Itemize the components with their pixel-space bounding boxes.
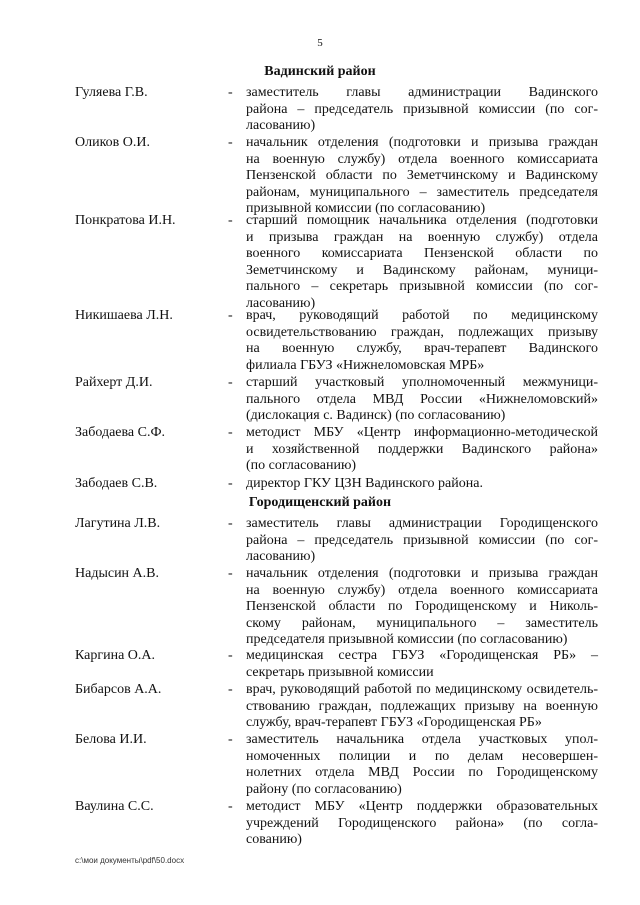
dash-separator: - <box>228 566 233 581</box>
dash-separator: - <box>228 476 233 491</box>
member-role <box>246 799 598 849</box>
role-line: методист МБУ «Центр информационно-методической <box>246 425 598 440</box>
role-line: службу, врач-терапевт ГБУЗ «Городищенская РБ» <box>246 715 542 730</box>
member-role <box>246 648 598 681</box>
member-role <box>246 425 598 475</box>
dash-separator: - <box>228 85 233 100</box>
role-line: методист МБУ «Центр поддержки образовательных <box>246 799 598 814</box>
member-name: Гуляева Г.В. <box>75 85 148 100</box>
role-line: филиала ГБУЗ «Нижнеломовская МРБ» <box>246 357 485 373</box>
member-name: Забодаев С.В. <box>75 476 158 491</box>
role-line: освидетельствованию граждан, подлежащих призыву <box>246 324 598 340</box>
role-line: на военную службу) отдела военного комиссариата <box>246 582 598 598</box>
role-line: заместитель главы администрации Вадинского <box>246 85 598 100</box>
role-line: медицинская сестра ГБУЗ «Городищенская РБ» – <box>246 648 598 663</box>
section-title: Городищенский район <box>248 495 392 510</box>
role-line: номоченных полиции и по делам несовершен- <box>246 748 598 764</box>
role-line: Пензенской области по Земетчинскому и Вадинскому <box>246 168 598 183</box>
member-name: Ваулина С.С. <box>75 799 154 814</box>
dash-separator: - <box>228 213 233 228</box>
member-role <box>246 375 598 425</box>
dash-separator: - <box>228 308 233 323</box>
member-role <box>246 85 598 135</box>
role-line: району (по согласованию) <box>246 781 402 797</box>
member-name: Надысин А.В. <box>75 566 159 581</box>
role-line: директор ГКУ ЦЗН Вадинского района. <box>246 476 483 491</box>
dash-separator: - <box>228 425 233 440</box>
role-line: на военную службу, врач-терапевт Вадинского <box>246 341 598 356</box>
role-line: секретарь призывной комиссии <box>246 664 434 680</box>
role-line: (по согласованию) <box>246 458 357 473</box>
page-number: 5 <box>317 37 323 49</box>
dash-separator: - <box>228 732 233 747</box>
dash-separator: - <box>228 682 233 697</box>
role-line: начальник отделения (подготовки и призыва граждан <box>246 566 598 581</box>
role-line: врач, руководящий работой по медицинскому <box>246 308 598 323</box>
role-line: Пензенской области по Городищенскому и Николь- <box>246 599 598 614</box>
dash-separator: - <box>228 135 233 150</box>
member-role <box>246 732 598 798</box>
role-line: на военную службу) отдела военного комиссариата <box>246 151 598 167</box>
member-role <box>246 476 598 493</box>
role-line: (дислокация с. Вадинск) (по согласованию) <box>246 408 506 423</box>
member-role <box>246 682 598 732</box>
footer-file-path: c:\мои документы\pdf\50.docx <box>75 856 185 865</box>
role-line: районам, муниципального – заместитель председателя <box>246 184 598 200</box>
role-line: учреждений Городищенского района» (по согла- <box>246 815 598 831</box>
member-name: Лагутина Л.В. <box>75 516 161 531</box>
dash-separator: - <box>228 799 233 814</box>
member-name: Белова И.И. <box>75 732 147 747</box>
member-name: Никишаева Л.Н. <box>75 308 173 323</box>
role-line: скому районам, муниципального – заместитель <box>246 615 598 631</box>
member-role <box>246 213 598 312</box>
role-line: ствованию граждан, подлежащих призыву на военную <box>246 698 598 714</box>
role-line: председателя призывной комиссии (по согласованию) <box>246 632 568 647</box>
role-line: ласованию) <box>246 549 316 564</box>
member-name: Забодаева С.Ф. <box>75 425 166 440</box>
dash-separator: - <box>228 375 233 390</box>
role-line: начальник отделения (подготовки и призыва граждан <box>246 135 598 150</box>
member-role <box>246 516 598 566</box>
member-name: Оликов О.И. <box>75 135 151 150</box>
role-line: района – председатель призывной комиссии (по сог- <box>246 101 598 117</box>
dash-separator: - <box>228 648 233 663</box>
section-title: Вадинский район <box>264 64 376 79</box>
role-line: нолетних отдела МВД России по Городищенскому <box>246 765 598 780</box>
member-name: Бибарсов А.А. <box>75 682 162 697</box>
role-line: заместитель главы администрации Городищенского <box>246 516 598 531</box>
member-role <box>246 308 598 374</box>
dash-separator: - <box>228 516 233 531</box>
member-name: Райхерт Д.И. <box>75 375 153 390</box>
role-line: ласованию) <box>246 295 316 311</box>
role-line: заместитель начальника отдела участковых упол- <box>246 732 598 747</box>
role-line: и хозяйственной поддержки Вадинского района» <box>246 441 598 457</box>
role-line: и призыва граждан на военную службу) отдела <box>246 229 598 245</box>
member-name: Понкратова И.Н. <box>75 213 176 228</box>
role-line: ласованию) <box>246 118 316 133</box>
role-line: пального – секретарь призывной комиссии (по сог- <box>246 279 598 294</box>
role-line: старший участковый уполномоченный межмуници- <box>246 375 598 390</box>
role-line: пального отдела МВД России «Нижнеломовский» <box>246 391 598 407</box>
role-line: призывной комиссии (по согласованию) <box>246 201 486 216</box>
role-line: сованию) <box>246 832 302 847</box>
member-role <box>246 135 598 218</box>
role-line: врач, руководящий работой по медицинскому освидетель- <box>246 682 598 697</box>
member-name: Каргина О.А. <box>75 648 156 663</box>
role-line: района – председатель призывной комиссии (по сог- <box>246 532 598 548</box>
role-line: военного комиссариата Пензенской области по <box>246 246 598 261</box>
role-line: старший помощник начальника отделения (подготовки <box>246 213 598 228</box>
member-role <box>246 566 598 649</box>
role-line: Земетчинскому и Вадинскому районам, муници- <box>246 262 598 278</box>
